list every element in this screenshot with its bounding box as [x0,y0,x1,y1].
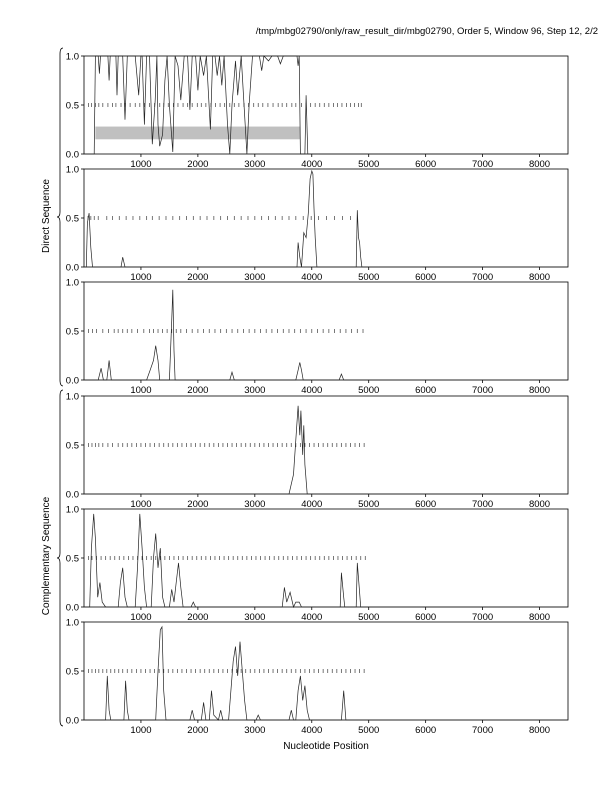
x-tick-label: 3000 [244,499,266,510]
y-tick-label: 0.5 [65,213,79,225]
x-tick-label: 7000 [472,612,494,623]
series-line [84,171,568,267]
x-tick-label: 5000 [358,159,380,170]
panel-frame [84,282,568,380]
x-tick-label: 5000 [358,385,380,396]
plot-header: /tmp/mbg02790/only/raw_result_dir/mbg02790, Order 5, Window 96, Step 12, 2/2 [255,26,598,37]
x-tick-label: 3000 [244,385,266,396]
panel-2 [66,165,568,284]
x-tick-label: 5000 [358,272,380,283]
shaded-region [95,127,300,140]
x-tick-label: 2000 [187,612,209,623]
x-tick-label: 2000 [187,159,209,170]
x-tick-label: 4000 [301,272,323,283]
x-tick-label: 6000 [415,612,437,623]
x-tick-label: 1000 [130,385,152,396]
panel-5 [66,505,568,624]
x-tick-label: 8000 [528,612,551,623]
direct-sequence-label: Direct Sequence [41,179,52,253]
y-tick-label: 0.5 [65,553,79,565]
y-tick-label: 1.0 [65,391,79,403]
panel-6 [66,618,568,737]
series-line [84,290,568,380]
y-tick-label: 0.0 [65,262,79,274]
x-tick-label: 4000 [301,612,323,623]
x-tick-label: 7000 [472,725,494,736]
panel-3 [66,278,568,397]
x-tick-label: 2000 [187,385,209,396]
series-line [84,627,568,720]
y-tick-label: 0.0 [65,489,79,501]
y-tick-label: 0.0 [65,602,79,614]
complementary-sequence-label: Complementary Sequence [41,496,52,616]
x-tick-label: 1000 [130,612,152,623]
x-tick-label: 3000 [244,159,266,170]
x-tick-label: 5000 [358,725,380,736]
x-tick-label: 4000 [301,499,323,510]
x-tick-label: 6000 [415,159,437,170]
x-tick-label: 4000 [301,385,323,396]
x-tick-label: 7000 [472,385,494,396]
panels [66,52,568,737]
y-tick-label: 1.0 [65,504,79,516]
y-tick-label: 0.0 [65,715,79,727]
x-tick-label: 5000 [358,499,380,510]
x-tick-label: 3000 [244,272,266,283]
panel-frame [84,509,568,607]
x-tick-label: 4000 [301,159,323,170]
x-tick-label: 3000 [244,612,266,623]
x-tick-label: 8000 [528,725,551,736]
x-tick-label: 2000 [187,499,209,510]
complementary-sequence-brace [57,390,63,726]
x-tick-label: 1000 [130,272,152,283]
x-tick-label: 8000 [528,272,551,283]
y-tick-label: 0.0 [65,375,79,387]
panel-4 [66,392,568,511]
direct-sequence-brace [57,48,63,386]
x-tick-label: 6000 [415,385,437,396]
x-tick-label: 7000 [472,499,494,510]
y-tick-label: 0.0 [65,149,79,161]
panel-frame [84,169,568,267]
y-tick-label: 1.0 [65,51,79,63]
x-tick-label: 4000 [301,725,323,736]
x-tick-label: 6000 [415,499,437,510]
x-tick-label: 5000 [358,612,380,623]
x-tick-label: 6000 [415,272,437,283]
series-line [84,514,568,607]
panel-frame [84,396,568,494]
x-tick-label: 8000 [528,499,551,510]
x-axis-label: Nucleotide Position [283,741,369,752]
y-tick-label: 1.0 [65,164,79,176]
x-tick-label: 8000 [528,385,551,396]
x-tick-label: 6000 [415,725,437,736]
x-tick-label: 1000 [130,725,152,736]
y-tick-label: 0.5 [65,326,79,338]
y-tick-label: 0.5 [65,440,79,452]
y-tick-label: 0.5 [65,100,79,112]
x-tick-label: 1000 [130,159,152,170]
y-tick-label: 1.0 [65,277,79,289]
x-tick-label: 2000 [187,272,209,283]
group-braces [57,48,63,726]
x-tick-label: 3000 [244,725,266,736]
x-tick-label: 1000 [130,499,152,510]
x-tick-label: 7000 [472,159,494,170]
x-tick-label: 7000 [472,272,494,283]
series-line [84,406,568,494]
y-tick-label: 0.5 [65,666,79,678]
y-tick-label: 1.0 [65,617,79,629]
panel-1 [66,52,568,171]
x-tick-label: 2000 [187,725,209,736]
x-tick-label: 8000 [528,159,551,170]
